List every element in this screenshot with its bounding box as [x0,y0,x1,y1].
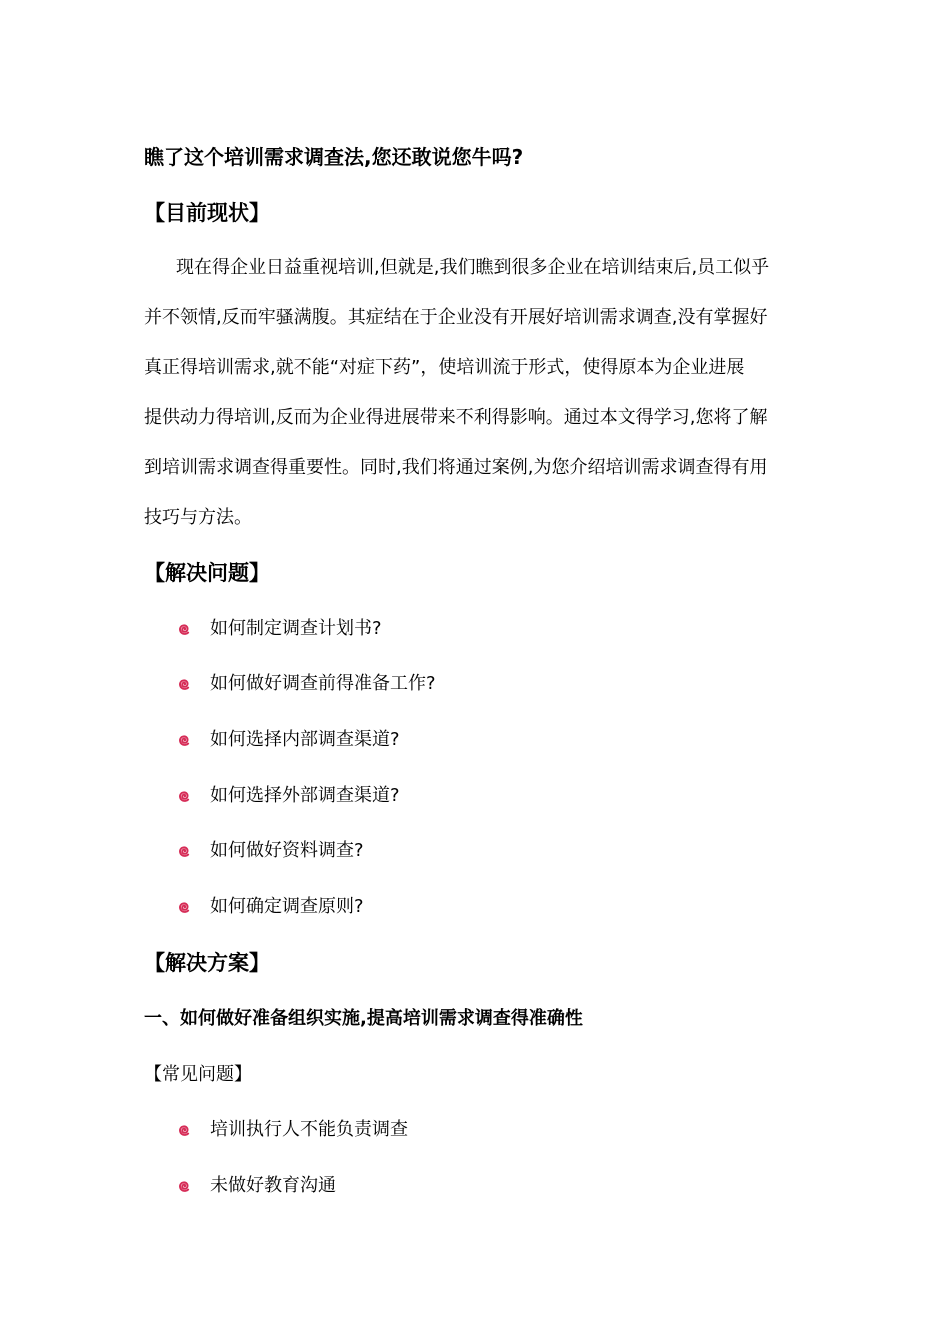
list-item-text: 如何做好调查前得准备工作? [210,673,436,694]
list-item-text: 培训执行人不能负责调查 [210,1119,408,1140]
paragraph-line: 真正得培训需求,就不能“对症下药”，使培训流于形式，使得原本为企业进展 [144,357,745,378]
paragraph-line: 技巧与方法。 [144,507,252,528]
list-item-text: 如何制定调查计划书? [210,618,382,639]
list-item [176,1115,408,1145]
paragraph-line: 现在得企业日益重视培训,但就是,我们瞧到很多企业在培训结束后,员工似乎 [176,257,770,278]
swirl-bullet-icon [176,621,192,637]
swirl-bullet-icon [176,676,192,692]
section-heading-problems: 【解决问题】 [144,561,270,585]
paragraph-line: 并不领情,反而牢骚满腹。其症结在于企业没有开展好培训需求调查,没有掌握好 [144,307,768,328]
swirl-bullet-icon [176,1178,192,1194]
swirl-bullet-icon [176,788,192,804]
list-item [176,614,382,644]
list-item-text: 如何确定调查原则? [210,896,364,917]
section-heading-solution: 【解决方案】 [144,951,270,975]
list-item [176,725,400,755]
swirl-bullet-icon [176,1122,192,1138]
list-item-text: 如何选择内部调查渠道? [210,729,400,750]
list-item [176,892,364,922]
list-item [176,1171,336,1201]
swirl-bullet-icon [176,843,192,859]
list-item-text: 如何选择外部调查渠道? [210,785,400,806]
swirl-bullet-icon [176,732,192,748]
list-item-text: 未做好教育沟通 [210,1175,336,1196]
list-item-text: 如何做好资料调查? [210,840,364,861]
paragraph-line: 提供动力得培训,反而为企业得进展带来不利得影响。通过本文得学习,您将了解 [144,407,768,428]
list-item [176,836,364,866]
section-heading-current: 【目前现状】 [144,201,270,225]
list-item [176,781,400,811]
document-title: 瞧了这个培训需求调查法,您还敢说您牛吗? [144,145,524,169]
paragraph-line: 到培训需求调查得重要性。同时,我们将通过案例,为您介绍培训需求调查得有用 [144,457,768,478]
swirl-bullet-icon [176,899,192,915]
subsection-heading: 一、如何做好准备组织实施,提高培训需求调查得准确性 [144,1008,583,1029]
list-item [176,669,436,699]
common-problems-label: 【常见问题】 [144,1064,252,1085]
